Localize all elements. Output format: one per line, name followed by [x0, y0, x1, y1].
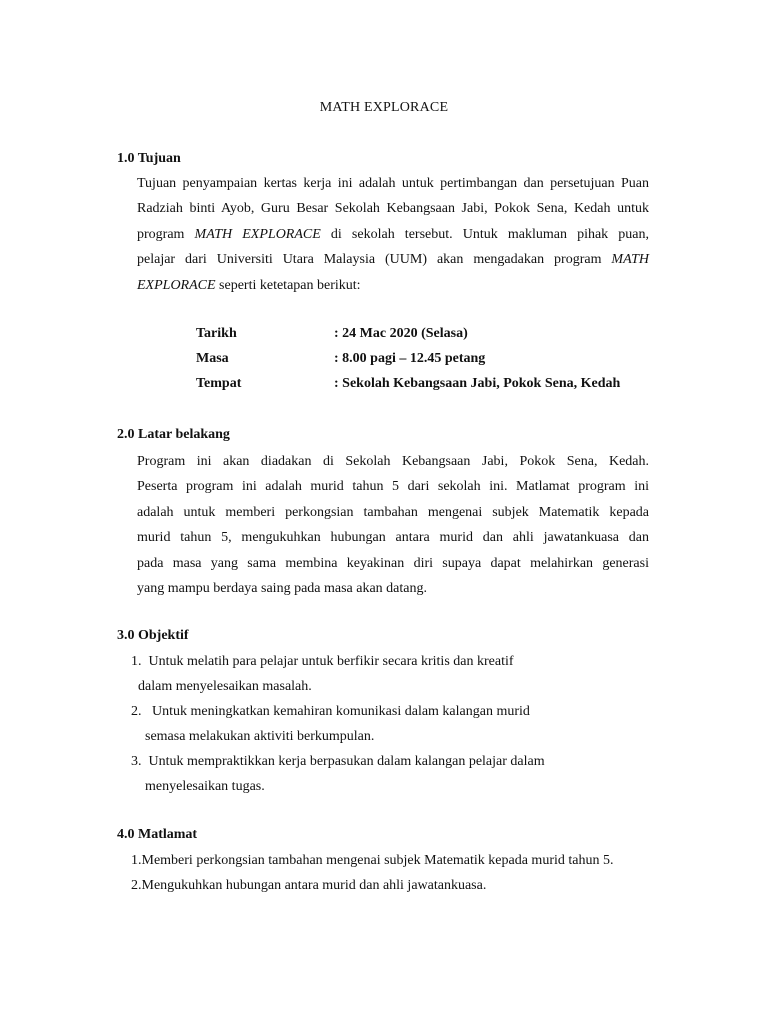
- paragraph-line: Radziah binti Ayob, Guru Besar Sekolah Kebangsaan Jabi, Pokok Sena, Kedah untuk: [137, 201, 649, 217]
- detail-value: : 24 Mac 2020 (Selasa): [334, 326, 468, 341]
- objective-item-3: [131, 754, 545, 770]
- detail-label: Masa: [196, 351, 229, 366]
- goal-item-1: [131, 853, 613, 869]
- detail-label: Tempat: [196, 376, 242, 391]
- section-heading-latar-belakang: 2.0 Latar belakang: [117, 427, 230, 442]
- paragraph-line: program MATH EXPLORACE di sekolah tersebut. Untuk makluman pihak puan,: [137, 226, 650, 242]
- list-number: 2.: [131, 704, 142, 719]
- paragraph-line: Peserta program ini adalah murid tahun 5 dari sekolah ini. Matlamat program ini: [137, 479, 649, 495]
- list-item-text: Mengukuhkan hubungan antara murid dan ahli jawatankuasa.: [141, 878, 487, 893]
- list-item-text: Untuk meningkatkan kemahiran komunikasi dalam kalangan murid: [152, 704, 530, 719]
- list-number: 3.: [131, 754, 142, 769]
- objective-item-3-continued: menyelesaikan tugas.: [145, 779, 265, 794]
- goal-item-2: [131, 878, 486, 894]
- section-heading-objektif: 3.0 Objektif: [117, 628, 189, 643]
- paragraph-line: pelajar dari Universiti Utara Malaysia (UUM) akan mengadakan program MATH: [137, 252, 649, 268]
- objective-item-1-continued: dalam menyelesaikan masalah.: [138, 679, 312, 694]
- paragraph-line: pada masa yang sama membina keyakinan diri supaya dapat melahirkan generasi: [137, 555, 649, 571]
- paragraph-line: Tujuan penyampaian kertas kerja ini adalah untuk pertimbangan dan persetujuan Puan: [137, 176, 649, 191]
- document-title: MATH EXPLORACE: [319, 100, 449, 115]
- objective-item-2: [131, 704, 530, 720]
- paragraph-line: yang mampu berdaya saing pada masa akan datang.: [137, 581, 428, 597]
- list-number: 1.: [131, 654, 142, 669]
- paragraph-line: Program ini akan diadakan di Sekolah Kebangsaan Jabi, Pokok Sena, Kedah.: [137, 454, 649, 469]
- objective-item-1: [131, 654, 514, 670]
- list-item-text: Untuk melatih para pelajar untuk berfikir secara kritis dan kreatif: [148, 654, 514, 669]
- section-heading-matlamat: 4.0 Matlamat: [117, 827, 198, 842]
- objective-item-2-continued: semasa melakukan aktiviti berkumpulan.: [145, 729, 375, 744]
- paragraph-line: EXPLORACE seperti ketetapan berikut:: [137, 277, 361, 293]
- detail-label: Tarikh: [196, 326, 237, 341]
- paragraph-line: murid tahun 5, mengukuhkan hubungan antara murid dan ahli jawatankuasa dan: [137, 530, 649, 546]
- list-item-text: Memberi perkongsian tambahan mengenai subjek Matematik kepada murid tahun 5.: [141, 853, 614, 868]
- list-number: 1.: [131, 853, 142, 868]
- list-item-text: Untuk mempraktikkan kerja berpasukan dalam kalangan pelajar dalam: [148, 754, 545, 769]
- list-number: 2.: [131, 878, 142, 893]
- detail-value: : Sekolah Kebangsaan Jabi, Pokok Sena, Kedah: [334, 376, 621, 391]
- detail-value: : 8.00 pagi – 12.45 petang: [334, 351, 486, 366]
- section-heading-tujuan: 1.0 Tujuan: [117, 151, 181, 166]
- paragraph-tujuan: [137, 171, 649, 298]
- paragraph-line: adalah untuk memberi perkongsian tambahan mengenai subjek Matematik kepada: [137, 504, 649, 520]
- paragraph-latar-belakang: [137, 449, 649, 601]
